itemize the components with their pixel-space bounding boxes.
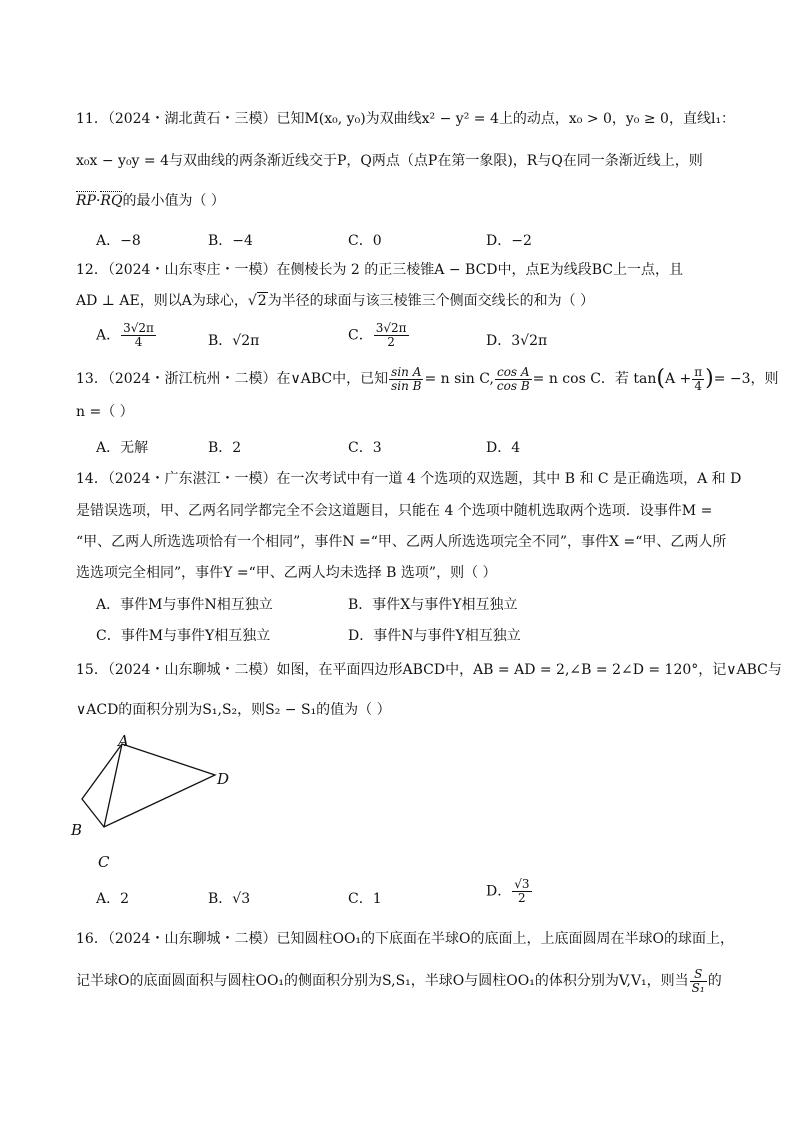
q15-quadrilateral-outline — [82, 744, 215, 827]
q16-frac-den: S₁ — [691, 980, 705, 995]
q15-option-b[interactable] — [208, 888, 250, 908]
q15-option-b-label: B． — [208, 891, 233, 907]
q14-option-a[interactable]: A．事件M与事件N相互独立 — [96, 597, 273, 613]
q13-option-d[interactable]: D．4 — [486, 440, 521, 456]
q15-quadrilateral-figure — [60, 730, 260, 870]
q13-option-b[interactable]: B．2 — [208, 440, 242, 456]
q14-line-3 — [76, 533, 726, 551]
q12-option-c-num: 3√2π — [375, 321, 407, 335]
q15-option-d-label: D． — [486, 883, 512, 900]
q15-label-a: A — [118, 732, 129, 750]
q12-option-a-den: 4 — [134, 335, 143, 349]
q15-option-c-text: 1 — [372, 891, 382, 907]
q15-stem-1: 如图，在平面四边形ABCD中，AB = AD = 2,∠B = 2∠D = 120°，记∨ABC与 — [276, 662, 782, 678]
q14-line-4 — [76, 564, 497, 582]
q16-line-1 — [76, 930, 734, 948]
q13-stem-post: = −3，则 — [713, 371, 779, 387]
q13-frac2-num: cos A — [495, 366, 532, 380]
q13-frac2-den: cos B — [496, 378, 530, 393]
q12-option-a[interactable] — [96, 322, 157, 349]
q16-number: 16． — [76, 931, 108, 947]
q11-option-d[interactable]: D．−2 — [486, 233, 532, 249]
q16-frac-num: S — [690, 968, 707, 982]
q14-line-2 — [76, 502, 712, 520]
q16-stem-2b: 的 — [707, 973, 722, 989]
q13-pi-num: π — [694, 364, 703, 379]
q15-option-d-num: √3 — [514, 877, 530, 891]
q12-option-a-num: 3√2π — [123, 321, 154, 335]
q11-number: 11． — [76, 111, 108, 127]
q15-option-d[interactable] — [486, 878, 533, 905]
q12-option-b[interactable] — [208, 330, 259, 350]
q11-stem-3: 的最小值为（ ） — [122, 193, 225, 209]
q12-stem-2a: AD ⊥ AE，则以A为球心， — [76, 293, 248, 309]
q13-line-1: 13．（2024・浙江杭州・二模）在∨ABC中，已知 $\frac{\text{sin A}}{\text{sin B}}$ = n sin C, $\frac{\text{cos A}}{\text{cos B}}$ = n cos C．若 tan(A + $\frac{\pi}{4}$ )= −3，则 — [76, 364, 779, 393]
q13-pi-den: 4 — [694, 378, 703, 393]
q15-option-a-text: 2 — [120, 891, 130, 907]
q15-option-c[interactable] — [348, 888, 382, 908]
q13-stem-mid1: = n sin C, — [424, 371, 494, 387]
q16-stem-2a: 记半球O的底面圆面积与圆柱OO₁的侧面积分别为S,S₁，半球O与圆柱OO₁的体积分别为V,V₁，则当 — [76, 973, 689, 989]
q13-stem-mid2: = n cos C．若 tan — [532, 371, 657, 387]
q15-label-d: D — [217, 770, 230, 788]
q16-stem-1: 已知圆柱OO₁的下底面在半球O的底面上，上底面圆周在半球O的球面上， — [276, 931, 734, 947]
q12-option-d-label: D． — [486, 333, 512, 349]
q11-options — [96, 230, 716, 250]
q12-option-c[interactable] — [348, 322, 410, 349]
q11-line-3: RP·RQ的最小值为（ ） — [76, 193, 225, 209]
q11-line-2 — [76, 152, 703, 170]
q14-options-row-1 — [96, 594, 716, 614]
q14-stem-4: 选选项完全相同”，事件Y =“甲、乙两人均未选择 B 选项”，则（ ） — [76, 565, 497, 581]
q14-option-c[interactable]: C．事件M与事件Y相互独立 — [96, 628, 271, 644]
q12-radius: 2 — [257, 293, 267, 309]
q13-frac1-num: sin A — [389, 366, 423, 380]
q15-source: （2024・山东聊城・二模） — [107, 662, 277, 678]
q15-label-b: B — [71, 821, 83, 839]
q11-stem-1: 已知M(x₀, y₀)为双曲线x² − y² = 4上的动点，x₀ > 0，y₀ ≥ 0，直线l₁： — [276, 111, 736, 127]
q14-line-1 — [76, 470, 741, 488]
q13-option-a[interactable]: A．无解 — [96, 440, 149, 456]
q12-option-d[interactable] — [486, 330, 547, 350]
q11-stem-2: x₀x − y₀y = 4与双曲线的两条渐近线交于P，Q两点（点P在第一象限)，R与Q在同一条渐近线上，则 — [76, 153, 703, 169]
q11-vector-rq: RQ — [100, 193, 123, 209]
q14-stem-1: 在一次考试中有一道 4 个选项的双选题，其中 B 和 C 是正确选项，A 和 D — [276, 471, 742, 487]
q15-line-1 — [76, 661, 782, 679]
q12-source: （2024・山东枣庄・一模） — [107, 262, 277, 278]
q13-option-c[interactable]: C．3 — [348, 440, 382, 456]
q15-options — [96, 878, 716, 914]
q13-number: 13． — [76, 371, 108, 387]
q11-line-1 — [76, 110, 735, 128]
q15-option-d-den: 2 — [518, 891, 526, 905]
q12-option-d-text: 3√2π — [511, 333, 548, 349]
q12-option-c-label: C． — [348, 327, 373, 344]
q14-source: （2024・广东湛江・一模） — [107, 471, 277, 487]
q11-option-c[interactable]: C．0 — [348, 233, 382, 249]
q13-stem-pre: 在∨ABC中，已知 — [276, 371, 389, 387]
q12-option-a-label: A． — [96, 327, 121, 344]
q12-stem-2b: 为半径的球面与该三棱锥三个侧面交线长的和为（ ） — [267, 293, 595, 309]
q14-options-row-2 — [96, 625, 716, 645]
q12-line-1 — [76, 261, 683, 279]
q13-stem-2: n =（ ） — [76, 404, 134, 420]
q13-frac1-den: sin B — [391, 378, 422, 393]
q15-line-2 — [76, 701, 391, 719]
q11-vector-rp: RP — [76, 193, 96, 209]
q14-stem-2: 是错误选项，甲、乙两名同学都完全不会这道题目，只能在 4 个选项中随机选取两个选项．设事件M = — [76, 503, 713, 519]
q11-source: （2024・湖北黄石・三模） — [107, 111, 277, 127]
q15-number: 15． — [76, 662, 108, 678]
q12-line-2: AD ⊥ AE，则以A为球心，√2为半径的球面与该三棱锥三个侧面交线长的和为（ ） — [76, 293, 595, 309]
q12-option-b-label: B． — [208, 333, 233, 349]
q11-option-a[interactable]: A．−8 — [96, 233, 141, 249]
q16-line-2 — [76, 966, 722, 996]
q12-options — [96, 322, 716, 356]
q12-stem-1: 在侧棱长为 2 的正三棱锥A − BCD中，点E为线段BC上一点，且 — [276, 262, 683, 278]
q11-option-b[interactable]: B．−4 — [208, 233, 253, 249]
q13-options — [96, 437, 716, 457]
q12-number: 12． — [76, 262, 108, 278]
q12-option-b-text: √2π — [232, 333, 260, 349]
q14-number: 14． — [76, 471, 108, 487]
q15-option-a-label: A． — [96, 891, 121, 907]
q15-option-c-label: C． — [348, 891, 373, 907]
q15-option-b-text: √3 — [232, 891, 251, 907]
q13-line-2 — [76, 403, 134, 421]
q15-option-a[interactable] — [96, 888, 129, 908]
q12-option-c-den: 2 — [387, 335, 395, 349]
q13-paren-inner: A + — [664, 371, 692, 387]
q16-source: （2024・山东聊城・二模） — [107, 931, 277, 947]
q15-stem-2: ∨ACD的面积分别为S₁,S₂，则S₂ − S₁的值为（ ） — [76, 702, 391, 718]
q14-option-b[interactable]: B．事件X与事件Y相互独立 — [348, 597, 518, 613]
q14-option-d[interactable]: D．事件N与事件Y相互独立 — [348, 628, 521, 644]
q13-source: （2024・浙江杭州・二模） — [107, 371, 277, 387]
q15-label-c: C — [98, 853, 110, 870]
q14-stem-3: “甲、乙两人所选选项恰有一个相同”，事件N =“甲、乙两人所选选项完全不同”，事件X =“甲、乙两人所 — [76, 534, 727, 550]
